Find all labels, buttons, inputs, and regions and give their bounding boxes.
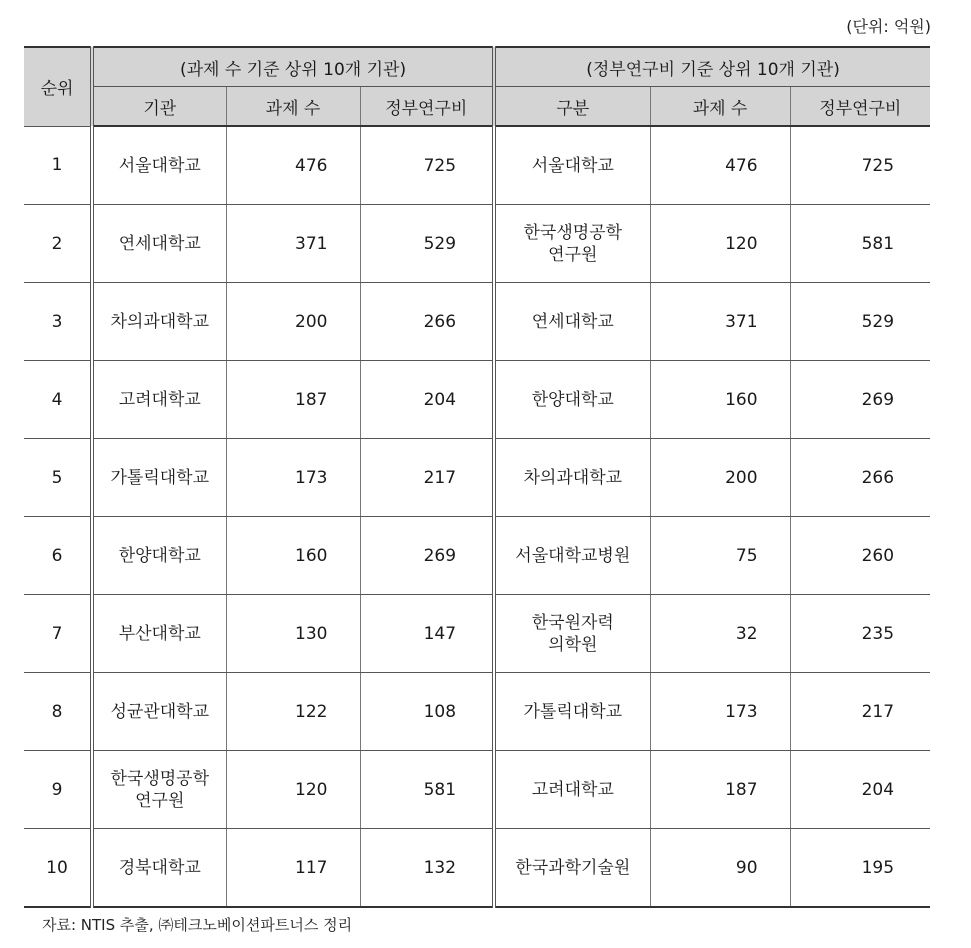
institution-cell: 경북대학교 <box>92 829 226 908</box>
funding-cell: 269 <box>790 361 930 439</box>
header-group-funding: (정부연구비 기준 상위 10개 기관) <box>494 47 930 87</box>
institution-cell: 한국생명공학 연구원 <box>92 751 226 829</box>
division-cell: 한국과학기술원 <box>494 829 650 908</box>
funding-cell: 725 <box>790 126 930 205</box>
projects-cell: 122 <box>226 673 360 751</box>
header-group-projects: (과제 수 기준 상위 10개 기관) <box>92 47 494 87</box>
funding-cell: 147 <box>360 595 494 673</box>
table-row <box>24 439 930 517</box>
rank-cell: 2 <box>24 205 92 283</box>
projects-cell: 75 <box>650 517 790 595</box>
rank-cell: 4 <box>24 361 92 439</box>
rank-cell: 9 <box>24 751 92 829</box>
header-row-columns <box>24 87 930 127</box>
header-row-group <box>24 47 930 87</box>
table-row <box>24 126 930 205</box>
institution-cell: 부산대학교 <box>92 595 226 673</box>
funding-cell: 195 <box>790 829 930 908</box>
rank-cell: 8 <box>24 673 92 751</box>
division-cell: 한양대학교 <box>494 361 650 439</box>
funding-cell: 581 <box>790 205 930 283</box>
ranking-table <box>24 46 930 908</box>
table-row <box>24 361 930 439</box>
rank-cell: 10 <box>24 829 92 908</box>
projects-cell: 117 <box>226 829 360 908</box>
projects-cell: 200 <box>650 439 790 517</box>
table-row <box>24 205 930 283</box>
table-row <box>24 517 930 595</box>
division-cell: 고려대학교 <box>494 751 650 829</box>
rank-cell: 5 <box>24 439 92 517</box>
division-cell: 연세대학교 <box>494 283 650 361</box>
header-institution: 기관 <box>92 87 226 127</box>
projects-cell: 173 <box>226 439 360 517</box>
funding-cell: 204 <box>360 361 494 439</box>
rank-cell: 3 <box>24 283 92 361</box>
institution-cell: 연세대학교 <box>92 205 226 283</box>
header-projects-a: 과제 수 <box>226 87 360 127</box>
funding-cell: 204 <box>790 751 930 829</box>
table-body <box>24 126 930 907</box>
header-rank: 순위 <box>24 47 92 126</box>
division-cell: 가톨릭대학교 <box>494 673 650 751</box>
institution-cell: 한양대학교 <box>92 517 226 595</box>
projects-cell: 160 <box>226 517 360 595</box>
division-cell: 서울대학교 <box>494 126 650 205</box>
funding-cell: 235 <box>790 595 930 673</box>
projects-cell: 371 <box>226 205 360 283</box>
funding-cell: 217 <box>360 439 494 517</box>
header-funding-a: 정부연구비 <box>360 87 494 127</box>
projects-cell: 476 <box>226 126 360 205</box>
funding-cell: 269 <box>360 517 494 595</box>
table-row <box>24 595 930 673</box>
table-row <box>24 829 930 908</box>
funding-cell: 266 <box>360 283 494 361</box>
funding-cell: 725 <box>360 126 494 205</box>
projects-cell: 160 <box>650 361 790 439</box>
funding-cell: 529 <box>790 283 930 361</box>
institution-cell: 가톨릭대학교 <box>92 439 226 517</box>
funding-cell: 132 <box>360 829 494 908</box>
projects-cell: 476 <box>650 126 790 205</box>
funding-cell: 260 <box>790 517 930 595</box>
projects-cell: 187 <box>226 361 360 439</box>
institution-cell: 고려대학교 <box>92 361 226 439</box>
unit-note: (단위: 억원) <box>846 17 931 36</box>
funding-cell: 217 <box>790 673 930 751</box>
header-projects-b: 과제 수 <box>650 87 790 127</box>
projects-cell: 200 <box>226 283 360 361</box>
institution-cell: 차의과대학교 <box>92 283 226 361</box>
table-row <box>24 751 930 829</box>
projects-cell: 90 <box>650 829 790 908</box>
funding-cell: 266 <box>790 439 930 517</box>
projects-cell: 371 <box>650 283 790 361</box>
funding-cell: 581 <box>360 751 494 829</box>
projects-cell: 120 <box>226 751 360 829</box>
table-row <box>24 283 930 361</box>
header-funding-b: 정부연구비 <box>790 87 930 127</box>
projects-cell: 130 <box>226 595 360 673</box>
rank-cell: 7 <box>24 595 92 673</box>
projects-cell: 187 <box>650 751 790 829</box>
rank-cell: 6 <box>24 517 92 595</box>
header-division: 구분 <box>494 87 650 127</box>
institution-cell: 성균관대학교 <box>92 673 226 751</box>
institution-cell: 서울대학교 <box>92 126 226 205</box>
table-row <box>24 673 930 751</box>
division-cell: 차의과대학교 <box>494 439 650 517</box>
projects-cell: 32 <box>650 595 790 673</box>
projects-cell: 173 <box>650 673 790 751</box>
source-note: 자료: NTIS 추출, ㈜테크노베이션파트너스 정리 <box>42 916 353 934</box>
division-cell: 한국생명공학 연구원 <box>494 205 650 283</box>
projects-cell: 120 <box>650 205 790 283</box>
rank-cell: 1 <box>24 126 92 205</box>
division-cell: 서울대학교병원 <box>494 517 650 595</box>
division-cell: 한국원자력 의학원 <box>494 595 650 673</box>
funding-cell: 529 <box>360 205 494 283</box>
funding-cell: 108 <box>360 673 494 751</box>
